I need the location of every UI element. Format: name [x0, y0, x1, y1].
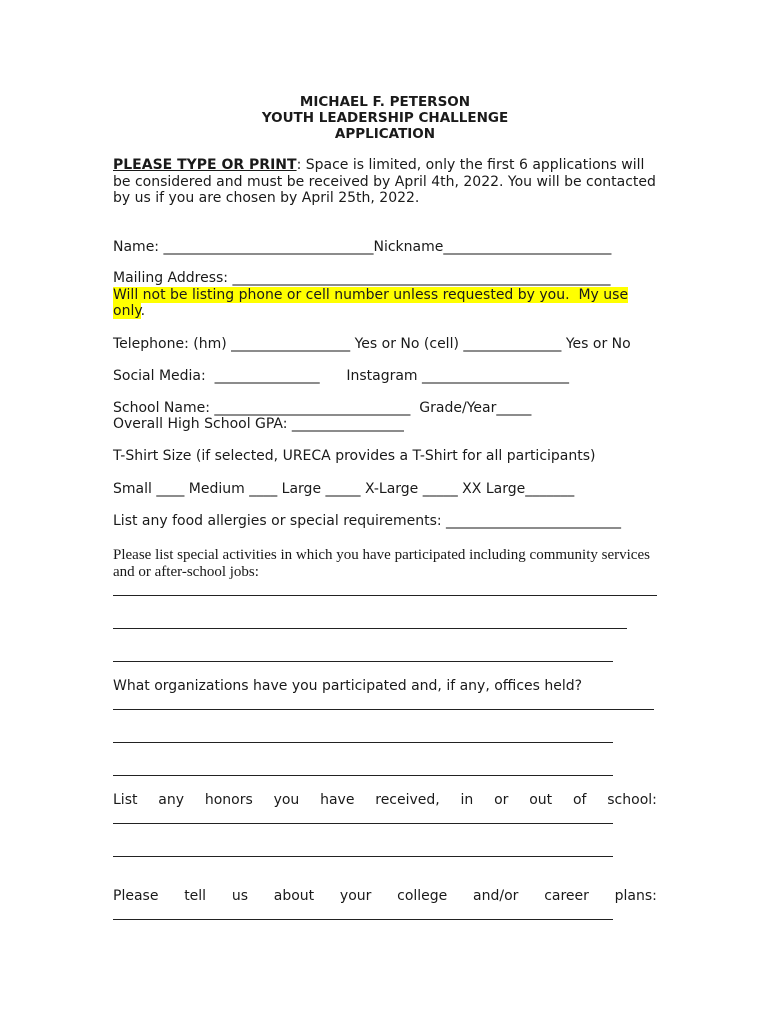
notice-period: . [140, 303, 146, 319]
honors-answer-line-2[interactable] [113, 856, 613, 857]
plans-word: about [273, 888, 315, 904]
school-name-field[interactable]: School Name: ____________________________ Grade/Year_____ [113, 400, 532, 416]
tshirt-size-options[interactable]: Small ____ Medium ____ Large _____ X-Large _____ XX Large_______ [113, 481, 575, 497]
honors-word: out [529, 792, 553, 808]
activities-answer-line-3[interactable] [113, 661, 613, 662]
intro-lead: PLEASE TYPE OR PRINT [113, 157, 297, 173]
name-field[interactable]: Name: ______________________________Nickname________________________ [113, 239, 612, 255]
form-title-line1: MICHAEL F. PETERSON [299, 94, 471, 110]
telephone-field[interactable]: Telephone: (hm) _________________ Yes or No (cell) ______________ Yes or No [113, 336, 631, 352]
honors-word: any [158, 792, 185, 808]
activities-question-line1: Please list special activities in which you have participated including community services [113, 547, 650, 563]
organizations-question: What organizations have you participated and, if any, offices held? [113, 678, 583, 694]
plans-word: and/or [473, 888, 519, 904]
honors-word: have [320, 792, 355, 808]
social-media-field[interactable]: Social Media: _______________ Instagram _____________________ [113, 368, 569, 384]
gpa-field[interactable]: Overall High School GPA: ________________ [113, 416, 404, 432]
form-title-line3: APPLICATION [334, 126, 436, 142]
intro-text1: : Space is limited, only the first 6 applications will [296, 157, 645, 173]
honors-word: of [572, 792, 587, 808]
honors-question [113, 792, 657, 809]
plans-word: career [544, 888, 589, 904]
plans-word: your [339, 888, 372, 904]
honors-word: you [273, 792, 300, 808]
organizations-answer-line-2[interactable] [113, 742, 613, 743]
plans-answer-line-1[interactable] [113, 919, 613, 920]
mailing-address-field[interactable]: Mailing Address: ______________________________________________________ [113, 270, 611, 286]
honors-word: or [494, 792, 509, 808]
plans-word: plans: [614, 888, 657, 904]
tshirt-size-label: T-Shirt Size (if selected, URECA provides a T-Shirt for all participants) [113, 448, 596, 464]
plans-word: college [397, 888, 448, 904]
intro-line2: be considered and must be received by April 4th, 2022. You will be contacted [113, 174, 656, 190]
organizations-answer-line-3[interactable] [113, 775, 613, 776]
activities-question-line2: and or after-school jobs: [113, 564, 259, 580]
organizations-answer-line-1[interactable] [113, 709, 654, 710]
honors-word: received, [375, 792, 440, 808]
intro-line1 [113, 157, 644, 174]
notice-line1 [113, 287, 628, 304]
plans-word: us [231, 888, 248, 904]
allergies-field[interactable]: List any food allergies or special requirements: _________________________ [113, 513, 622, 529]
honors-word: List [113, 792, 138, 808]
honors-word: in [460, 792, 474, 808]
intro-line3: by us if you are chosen by April 25th, 2022. [113, 190, 420, 206]
activities-answer-line-2[interactable] [113, 628, 627, 629]
activities-answer-line-1[interactable] [113, 595, 657, 596]
plans-word: Please [113, 888, 159, 904]
notice-line2 [113, 303, 145, 320]
honors-word: honors [204, 792, 253, 808]
notice-text1: Will not be listing phone or cell number unless requested by you. My use [113, 287, 629, 303]
plans-word: tell [184, 888, 207, 904]
plans-question [113, 888, 657, 905]
honors-answer-line-1[interactable] [113, 823, 613, 824]
notice-text2: only [113, 303, 141, 319]
honors-word: school: [607, 792, 657, 808]
form-title-line2: YOUTH LEADERSHIP CHALLENGE [261, 110, 509, 126]
